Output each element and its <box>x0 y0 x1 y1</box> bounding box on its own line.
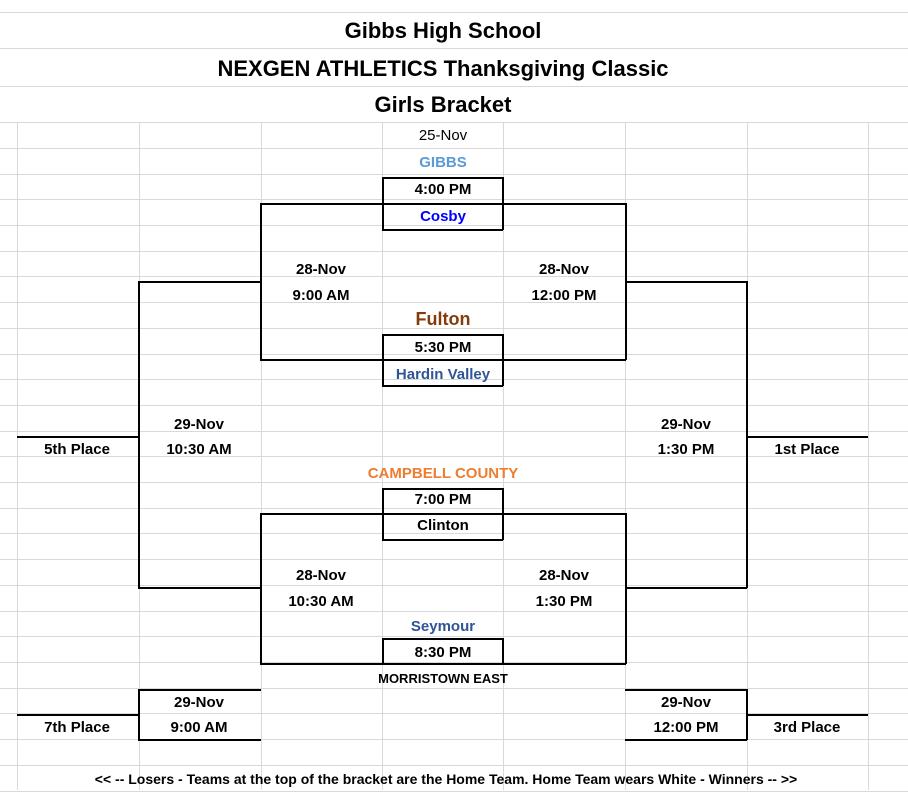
game4-time: 8:30 PM <box>414 644 472 661</box>
team-cosby: Cosby <box>420 208 466 225</box>
lower-losers-time: 10:30 AM <box>288 593 354 610</box>
game3-time: 7:00 PM <box>414 491 472 508</box>
team-seymour: Seymour <box>410 618 476 635</box>
seventh-top <box>138 689 261 691</box>
game4-connector <box>260 663 626 665</box>
first-place-line <box>746 436 868 438</box>
first-place-label: 1st Place <box>774 441 840 458</box>
upper-losers-feed <box>138 281 261 283</box>
event-title: NEXGEN ATHLETICS Thanksgiving Classic <box>217 56 669 81</box>
upper-winners-time: 12:00 PM <box>531 287 597 304</box>
third-place-date: 29-Nov <box>660 694 712 711</box>
upper-losers-date: 28-Nov <box>295 261 347 278</box>
third-bottom <box>625 739 747 741</box>
game2-time: 5:30 PM <box>414 339 472 356</box>
lower-losers-vertical <box>260 513 262 664</box>
lower-winners-feed <box>625 587 747 589</box>
third-place-line <box>746 714 868 716</box>
game1-box-bottom <box>382 229 503 231</box>
game3-box-bottom <box>382 539 503 541</box>
lower-winners-time: 1:30 PM <box>535 593 593 610</box>
game4-box-left <box>382 638 384 664</box>
team-hardin-valley: Hardin Valley <box>395 366 491 383</box>
upper-losers-time: 9:00 AM <box>292 287 350 304</box>
seventh-place-line <box>17 714 139 716</box>
first-place-vertical <box>746 281 748 588</box>
game1-connector <box>260 203 626 205</box>
team-gibbs: GIBBS <box>419 154 467 171</box>
lower-winners-vertical <box>625 513 627 664</box>
fifth-place-vertical <box>138 281 140 588</box>
game3-connector <box>260 513 626 515</box>
round1-date: 25-Nov <box>418 127 468 144</box>
upper-winners-feed <box>625 281 747 283</box>
team-campbell-county: CAMPBELL COUNTY <box>367 465 519 482</box>
seventh-place-label: 7th Place <box>44 719 110 736</box>
game2-box-top <box>382 334 503 336</box>
seventh-bottom <box>138 739 261 741</box>
lower-losers-date: 28-Nov <box>295 567 347 584</box>
fifth-place-date: 29-Nov <box>173 416 225 433</box>
game2-box-bottom <box>382 385 503 387</box>
team-fulton: Fulton <box>415 309 471 329</box>
footer-note: << -- Losers - Teams at the top of the bracket are the Home Team. Home Team wears White - Winners -- >> <box>94 771 798 787</box>
team-clinton: Clinton <box>417 517 469 534</box>
game3-box-top <box>382 488 503 490</box>
first-place-date: 29-Nov <box>660 416 712 433</box>
game1-time: 4:00 PM <box>414 181 472 198</box>
fifth-place-line <box>17 436 139 438</box>
school-title: Gibbs High School <box>344 18 542 43</box>
third-top <box>625 689 747 691</box>
game1-box-top <box>382 177 503 179</box>
third-place-time: 12:00 PM <box>653 719 719 736</box>
bracket-title: Girls Bracket <box>374 92 512 117</box>
third-place-label: 3rd Place <box>773 719 841 736</box>
lower-losers-feed <box>138 587 261 589</box>
team-morristown-east: MORRISTOWN EAST <box>378 671 508 686</box>
fifth-place-time: 10:30 AM <box>166 441 232 458</box>
game4-box-top <box>382 638 503 640</box>
upper-winners-date: 28-Nov <box>538 261 590 278</box>
first-place-time: 1:30 PM <box>657 441 715 458</box>
game2-connector <box>260 359 626 361</box>
seventh-place-date: 29-Nov <box>173 694 225 711</box>
seventh-place-time: 9:00 AM <box>170 719 228 736</box>
game4-box-right <box>502 638 504 664</box>
lower-winners-date: 28-Nov <box>538 567 590 584</box>
fifth-place-label: 5th Place <box>44 441 110 458</box>
